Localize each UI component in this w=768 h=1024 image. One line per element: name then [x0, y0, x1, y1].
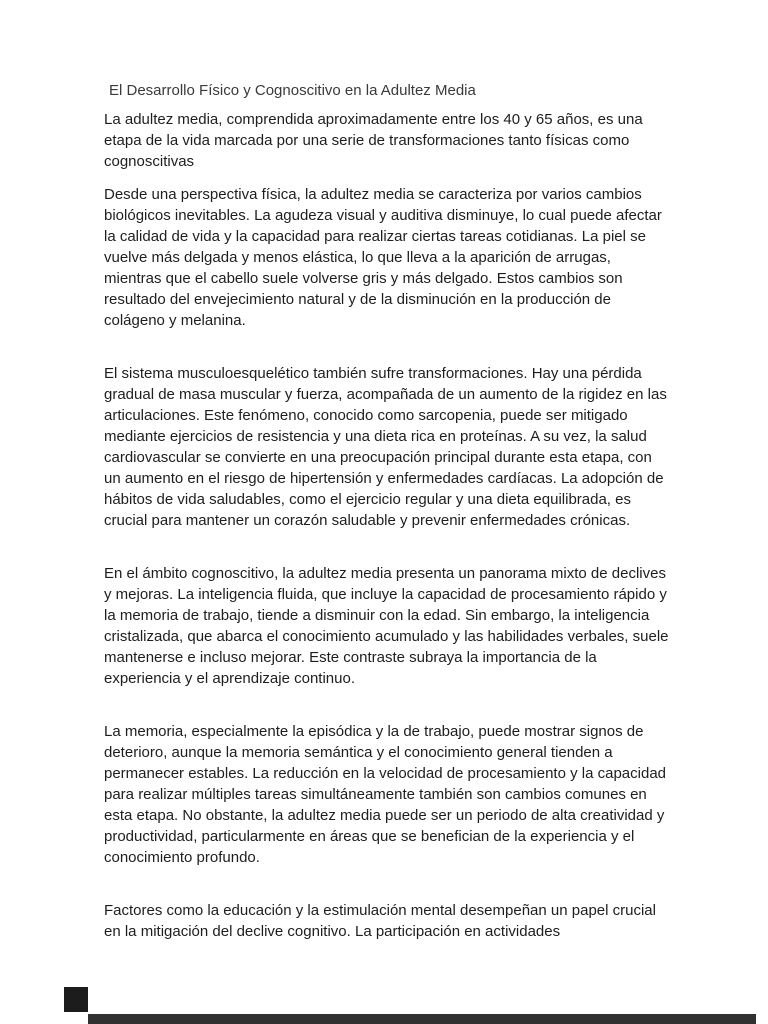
paragraph-intro: La adultez media, comprendida aproximadamente entre los 40 y 65 años, es una etapa de la vida marcada por una serie de transformaciones tanto físicas como cognoscitivas: [104, 111, 643, 170]
page-bottom-strip: [88, 1014, 756, 1024]
paragraph-cognitive: En el ámbito cognoscitivo, la adultez media presenta un panorama mixto de declives y mejoras. La inteligencia fluida, que incluye la capacidad de procesamiento rápido y la memoria de trabajo, tiende a disminuir con la edad. Sin embargo, la inteligencia cristalizada, que abarca el conocimiento acumulado y las habilidades verbales, suele mantenerse e incluso mejorar. Este contraste subraya la importancia de la experiencia y el aprendizaje continuo.: [104, 565, 669, 687]
paragraph-musculoskeletal: El sistema musculoesquelético también sufre transformaciones. Hay una pérdida gradual de masa muscular y fuerza, acompañada de un aumento de la rigidez en las articulaciones. Este fenómeno, conocido como sarcopenia, puede ser mitigado mediante ejercicios de resistencia y una dieta rica en proteínas. A su vez, la salud cardiovascular se convierte en una preocupación principal durante esta etapa, con un aumento en el riesgo de hipertensión y enfermedades cardíacas. La adopción de hábitos de vida saludables, como el ejercicio regular y una dieta equilibrada, es crucial para mantener un corazón saludable y prevenir enfermedades crónicas.: [104, 365, 667, 529]
next-page-fragment: [64, 987, 88, 1012]
page-title: El Desarrollo Físico y Cognoscitivo en la Adultez Media: [109, 82, 476, 99]
paragraph-memory: La memoria, especialmente la episódica y la de trabajo, puede mostrar signos de deterioro, aunque la memoria semántica y el conocimiento general tienden a permanecer estables. La reducción en la velocidad de procesamiento y la capacidad para realizar múltiples tareas simultáneamente también son cambios comunes en esta etapa. No obstante, la adultez media puede ser un periodo de alta creatividad y productividad, particularmente en áreas que se benefician de la experiencia y el conocimiento profundo.: [104, 723, 667, 866]
paragraph-physical-changes: Desde una perspectiva física, la adultez media se caracteriza por varios cambios biológicos inevitables. La agudeza visual y auditiva disminuye, lo cual puede afectar la calidad de vida y la capacidad para realizar ciertas tareas cotidianas. La piel se vuelve más delgada y menos elástica, lo que lleva a la aparición de arrugas, mientras que el cabello suele volverse gris y más delgado. Estos cambios son resultado del envejecimiento natural y de la disminución en la producción de colágeno y melanina.: [104, 186, 662, 329]
paragraph-education: Factores como la educación y la estimulación mental desempeñan un papel crucial en la mitigación del declive cognitivo. La participación en actividades: [104, 902, 656, 940]
